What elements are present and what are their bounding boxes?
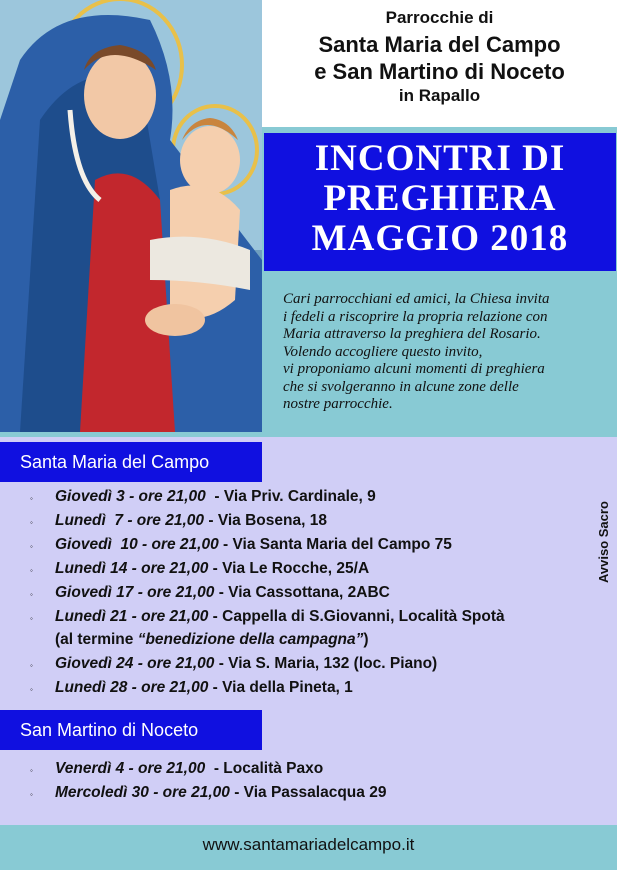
bullet-icon: ◦ — [30, 685, 33, 694]
bullet-icon: ◦ — [30, 614, 33, 623]
bullet-icon: ◦ — [30, 790, 33, 799]
bullet-icon: ◦ — [30, 566, 33, 575]
parish-location: in Rapallo — [398, 86, 481, 105]
schedule-separator: - — [208, 679, 223, 696]
intro-line: Volendo accogliere questo invito, — [283, 343, 483, 360]
madonna-illustration — [0, 0, 262, 432]
schedule-separator: - — [214, 655, 229, 672]
parish-name-1: Santa Maria del Campo — [318, 32, 561, 57]
schedule-separator: - — [205, 488, 224, 505]
intro-line: nostre parrocchie. — [283, 396, 393, 412]
schedule-time: Giovedì 3 - ore 21,00 — [55, 488, 206, 505]
bullet-icon: ◦ — [30, 661, 33, 670]
schedule-time: Lunedì 14 - ore 21,00 — [55, 560, 209, 577]
title-line-2: PREGHIERA — [323, 178, 557, 219]
intro-text — [283, 291, 608, 414]
parish-name-2: e San Martino di Noceto — [314, 59, 565, 84]
schedule-time: Giovedì 17 - ore 21,00 — [55, 584, 215, 601]
schedule-place: Cappella di S.Giovanni, Località Spotà — [222, 608, 505, 625]
schedule-separator: - — [229, 784, 244, 801]
schedule-separator: - — [204, 512, 218, 529]
section-santa-maria-header: Santa Maria del Campo — [0, 442, 262, 482]
schedule-place: Via Priv. Cardinale, 9 — [223, 488, 376, 505]
schedule-place: Via della Pineta, 1 — [222, 679, 353, 696]
schedule-place: Via Le Rocche, 25/A — [222, 560, 370, 577]
avviso-sacro-label: Avviso Sacro — [596, 501, 611, 583]
parish-prefix: Parrocchie di — [385, 8, 494, 27]
note-emphasis: “benedizione della campagna” — [137, 631, 364, 648]
parish-header — [262, 0, 617, 127]
intro-line: che si svolgeranno in alcune zone delle — [283, 378, 519, 395]
website-link[interactable]: www.santamariadelcampo.it — [202, 835, 415, 854]
title-line-3: MAGGIO 2018 — [311, 218, 569, 259]
bullet-icon: ◦ — [30, 518, 33, 527]
bullet-icon: ◦ — [30, 766, 33, 775]
schedule-time: Venerdì 4 - ore 21,00 — [55, 760, 206, 777]
intro-line: vi proponiamo alcuni momenti di preghiera — [283, 361, 545, 377]
schedule-separator: - — [214, 584, 229, 601]
section-san-martino-header: San Martino di Noceto — [0, 710, 262, 750]
schedule-place: Via Cassottana, 2ABC — [228, 584, 390, 601]
intro-line: i fedeli a riscoprire la propria relazione con — [283, 308, 548, 325]
note-suffix: ) — [363, 631, 369, 648]
schedule-place: Via Santa Maria del Campo 75 — [232, 536, 452, 553]
schedule-separator: - — [208, 608, 223, 625]
schedule-time: Lunedì 21 - ore 21,00 — [55, 608, 209, 625]
schedule-separator: - — [205, 760, 224, 777]
event-title — [264, 133, 616, 271]
bullet-icon: ◦ — [30, 494, 33, 503]
intro-line: Cari parrocchiani ed amici, la Chiesa invita — [283, 291, 550, 307]
schedule-place: Via S. Maria, 132 (loc. Piano) — [228, 655, 438, 672]
schedule-time: Giovedì 10 - ore 21,00 — [55, 536, 219, 553]
schedule-time: Lunedì 7 - ore 21,00 — [55, 512, 205, 529]
schedule-time: Mercoledì 30 - ore 21,00 — [55, 784, 230, 801]
footer — [0, 825, 617, 870]
title-line-1: INCONTRI DI — [314, 138, 566, 179]
schedule-separator: - — [218, 536, 233, 553]
schedule-time: Lunedì 28 - ore 21,00 — [55, 679, 209, 696]
intro-line: Maria attraverso la preghiera del Rosario. — [283, 326, 541, 342]
schedule-place: Località Paxo — [223, 760, 324, 777]
schedule-place: Via Bosena, 18 — [217, 512, 327, 529]
madonna-image — [0, 0, 262, 432]
bullet-icon: ◦ — [30, 590, 33, 599]
schedule-time: Giovedì 24 - ore 21,00 — [55, 655, 215, 672]
note-prefix: (al termine — [55, 631, 138, 648]
schedule-separator: - — [208, 560, 223, 577]
schedule-place: Via Passalacqua 29 — [243, 784, 387, 801]
bullet-icon: ◦ — [30, 542, 33, 551]
